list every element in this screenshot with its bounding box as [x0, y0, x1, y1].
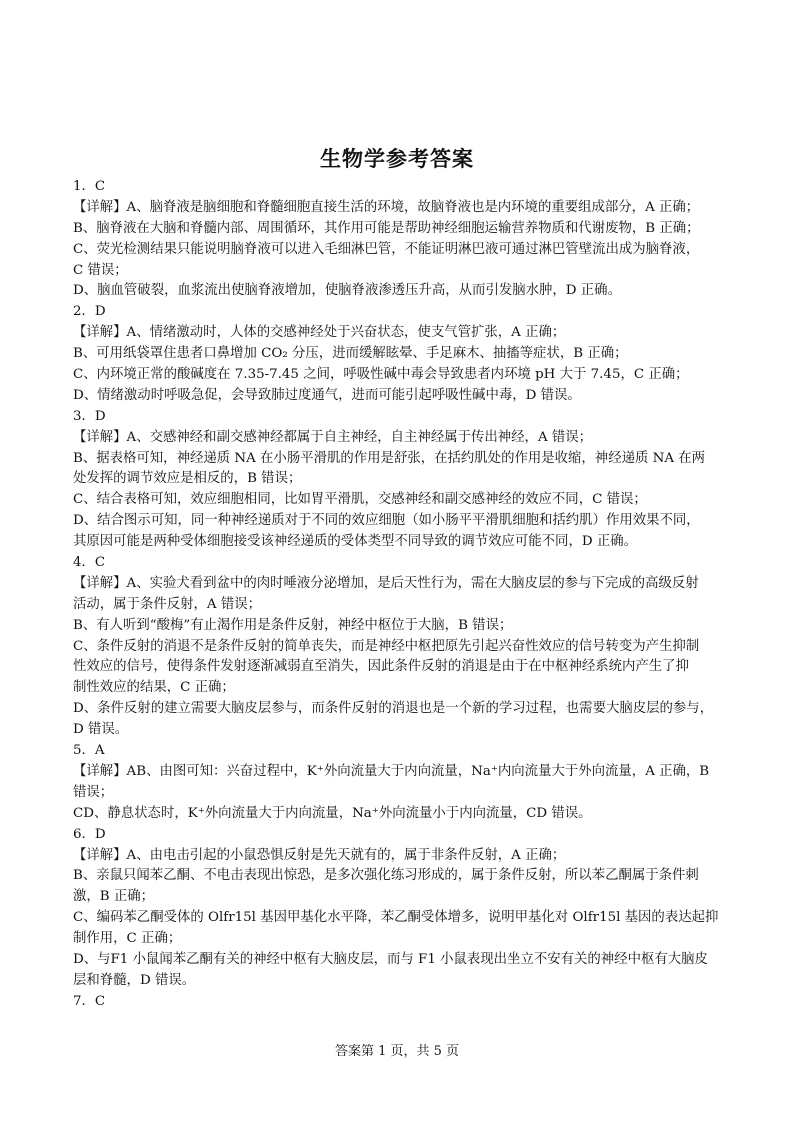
text-line: 【详解】A、脑脊液是脑细胞和脊髓细胞直接生活的环境，故脑脊液也是内环境的重要组成部分，A 正确； [73, 199, 700, 215]
text-line: 5．A [73, 743, 105, 759]
answer-content [73, 177, 723, 1013]
text-line: D、结合图示可知，同一种神经递质对于不同的效应细胞（如小肠平平滑肌细胞和括约肌）作用效果不同， [73, 513, 700, 529]
text-line: 制性效应的结果，C 正确； [73, 680, 235, 696]
text-line: B、脑脊液在大脑和脊髓内部、周围循环，其作用可能是帮助神经细胞运输营养物质和代谢废物，B 正确； [73, 220, 700, 236]
text-line: 1．C [73, 179, 106, 194]
text-line: 【详解】AB、由图可知：兴奋过程中，K⁺外向流量大于内向流量，Na⁺内向流量大于外向流量，A 正确，B [73, 763, 710, 779]
text-line: 7．C [73, 993, 106, 1009]
text-line: 处发挥的调节效应是相反的，B 错误； [73, 471, 302, 487]
text-line: 【详解】A、由电击引起的小鼠恐惧反射是先天就有的，属于非条件反射，A 正确； [73, 847, 566, 863]
text-line: 激，B 正确； [73, 889, 155, 905]
text-line: D、与F1 小鼠闻苯乙酮有关的神经中枢有大脑皮层，而与 F1 小鼠表现出坐立不安有关的神经中枢有大脑皮 [73, 951, 708, 967]
text-line: 【详解】A、实验犬看到盆中的肉时唾液分泌增加，是后天性行为，需在大脑皮层的参与下完成的高级反射 [73, 575, 699, 591]
text-line: 4．C [73, 555, 106, 571]
page-footer: 答案第 1 页，共 5 页 [334, 1044, 460, 1059]
text-line: 性效应的信号，使得条件发射逐渐减弱直至消失，因此条件反射的消退是由于在中枢神经系统内产生了抑 [73, 659, 689, 675]
text-line: C、结合表格可知，效应细胞相同，比如胃平滑肌，交感神经和副交感神经的效应不同，C 错误； [73, 492, 647, 508]
text-line: 制作用，C 正确； [73, 931, 182, 947]
text-line: C、编码苯乙酮受体的 Olfr15l 基因甲基化水平降，苯乙酮受体增多，说明甲基化对 Olfr15l 基因的表达起抑 [73, 910, 719, 926]
text-line: D、条件反射的建立需要大脑皮层参与，而条件反射的消退也是一个新的学习过程，也需要大脑皮层的参与， [73, 701, 714, 717]
text-line: 其原因可能是两种受体细胞接受该神经递质的受体类型不同导致的调节效应可能不同，D 正确。 [73, 534, 638, 550]
text-line: 【详解】A、交感神经和副交感神经都属于自主神经，自主神经属于传出神经，A 错误； [73, 429, 593, 445]
text-line: 【详解】A、情绪激动时，人体的交感神经处于兴奋状态，使支气管扩张，A 正确； [73, 325, 566, 341]
text-line: B、可用纸袋罩住患者口鼻增加 CO₂ 分压，进而缓解眩晕、手足麻木、抽搐等症状，B 正确； [73, 346, 628, 362]
text-line: 2．D [73, 304, 106, 320]
text-line: B、有人听到“酸梅”有止渴作用是条件反射，神经中枢位于大脑，B 错误； [73, 617, 513, 633]
text-line: D、情绪激动时呼吸急促，会导致肺过度通气，进而可能引起呼吸性碱中毒，D 错误。 [73, 387, 581, 403]
text-line: B、亲鼠只闻苯乙酮、不电击表现出惊恐，是多次强化练习形成的，属于条件反射，所以苯乙酮属于条件刺 [73, 868, 699, 884]
text-line: 3．D [73, 408, 106, 424]
page-title: 生物学参考答案 [320, 147, 474, 171]
text-line: CD、静息状态时，K⁺外向流量大于内向流量，Na⁺外向流量小于内向流量，CD 错误。 [73, 805, 592, 821]
text-line: C、荧光检测结果只能说明脑脊液可以进入毛细淋巴管，不能证明淋巴液可通过淋巴管壁流出成为脑脊液， [73, 241, 700, 257]
text-line: 6．D [73, 826, 106, 842]
text-line: C、内环境正常的酸碱度在 7.35-7.45 之间，呼吸性碱中毒会导致患者内环境 pH 大于 7.45，C 正确； [73, 367, 689, 383]
text-line: D 错误。 [73, 722, 129, 738]
text-line: B、据表格可知，神经递质 NA 在小肠平滑肌的作用是舒张，在括约肌处的作用是收缩，神经递质 NA 在两 [73, 450, 706, 466]
text-line: 错误； [73, 784, 114, 800]
text-line: 层和脊髓，D 错误。 [73, 972, 196, 988]
text-line: D、脑血管破裂，血浆流出使脑脊液增加，使脑脊液渗透压升高，从而引发脑水肿，D 正确。 [73, 283, 621, 299]
text-line: C 错误； [73, 262, 128, 278]
text-line: 活动，属于条件反射，A 错误； [73, 596, 262, 612]
text-line: C、条件反射的消退不是条件反射的简单丧失，而是神经中枢把原先引起兴奋性效应的信号转变为产生抑制 [73, 638, 700, 654]
